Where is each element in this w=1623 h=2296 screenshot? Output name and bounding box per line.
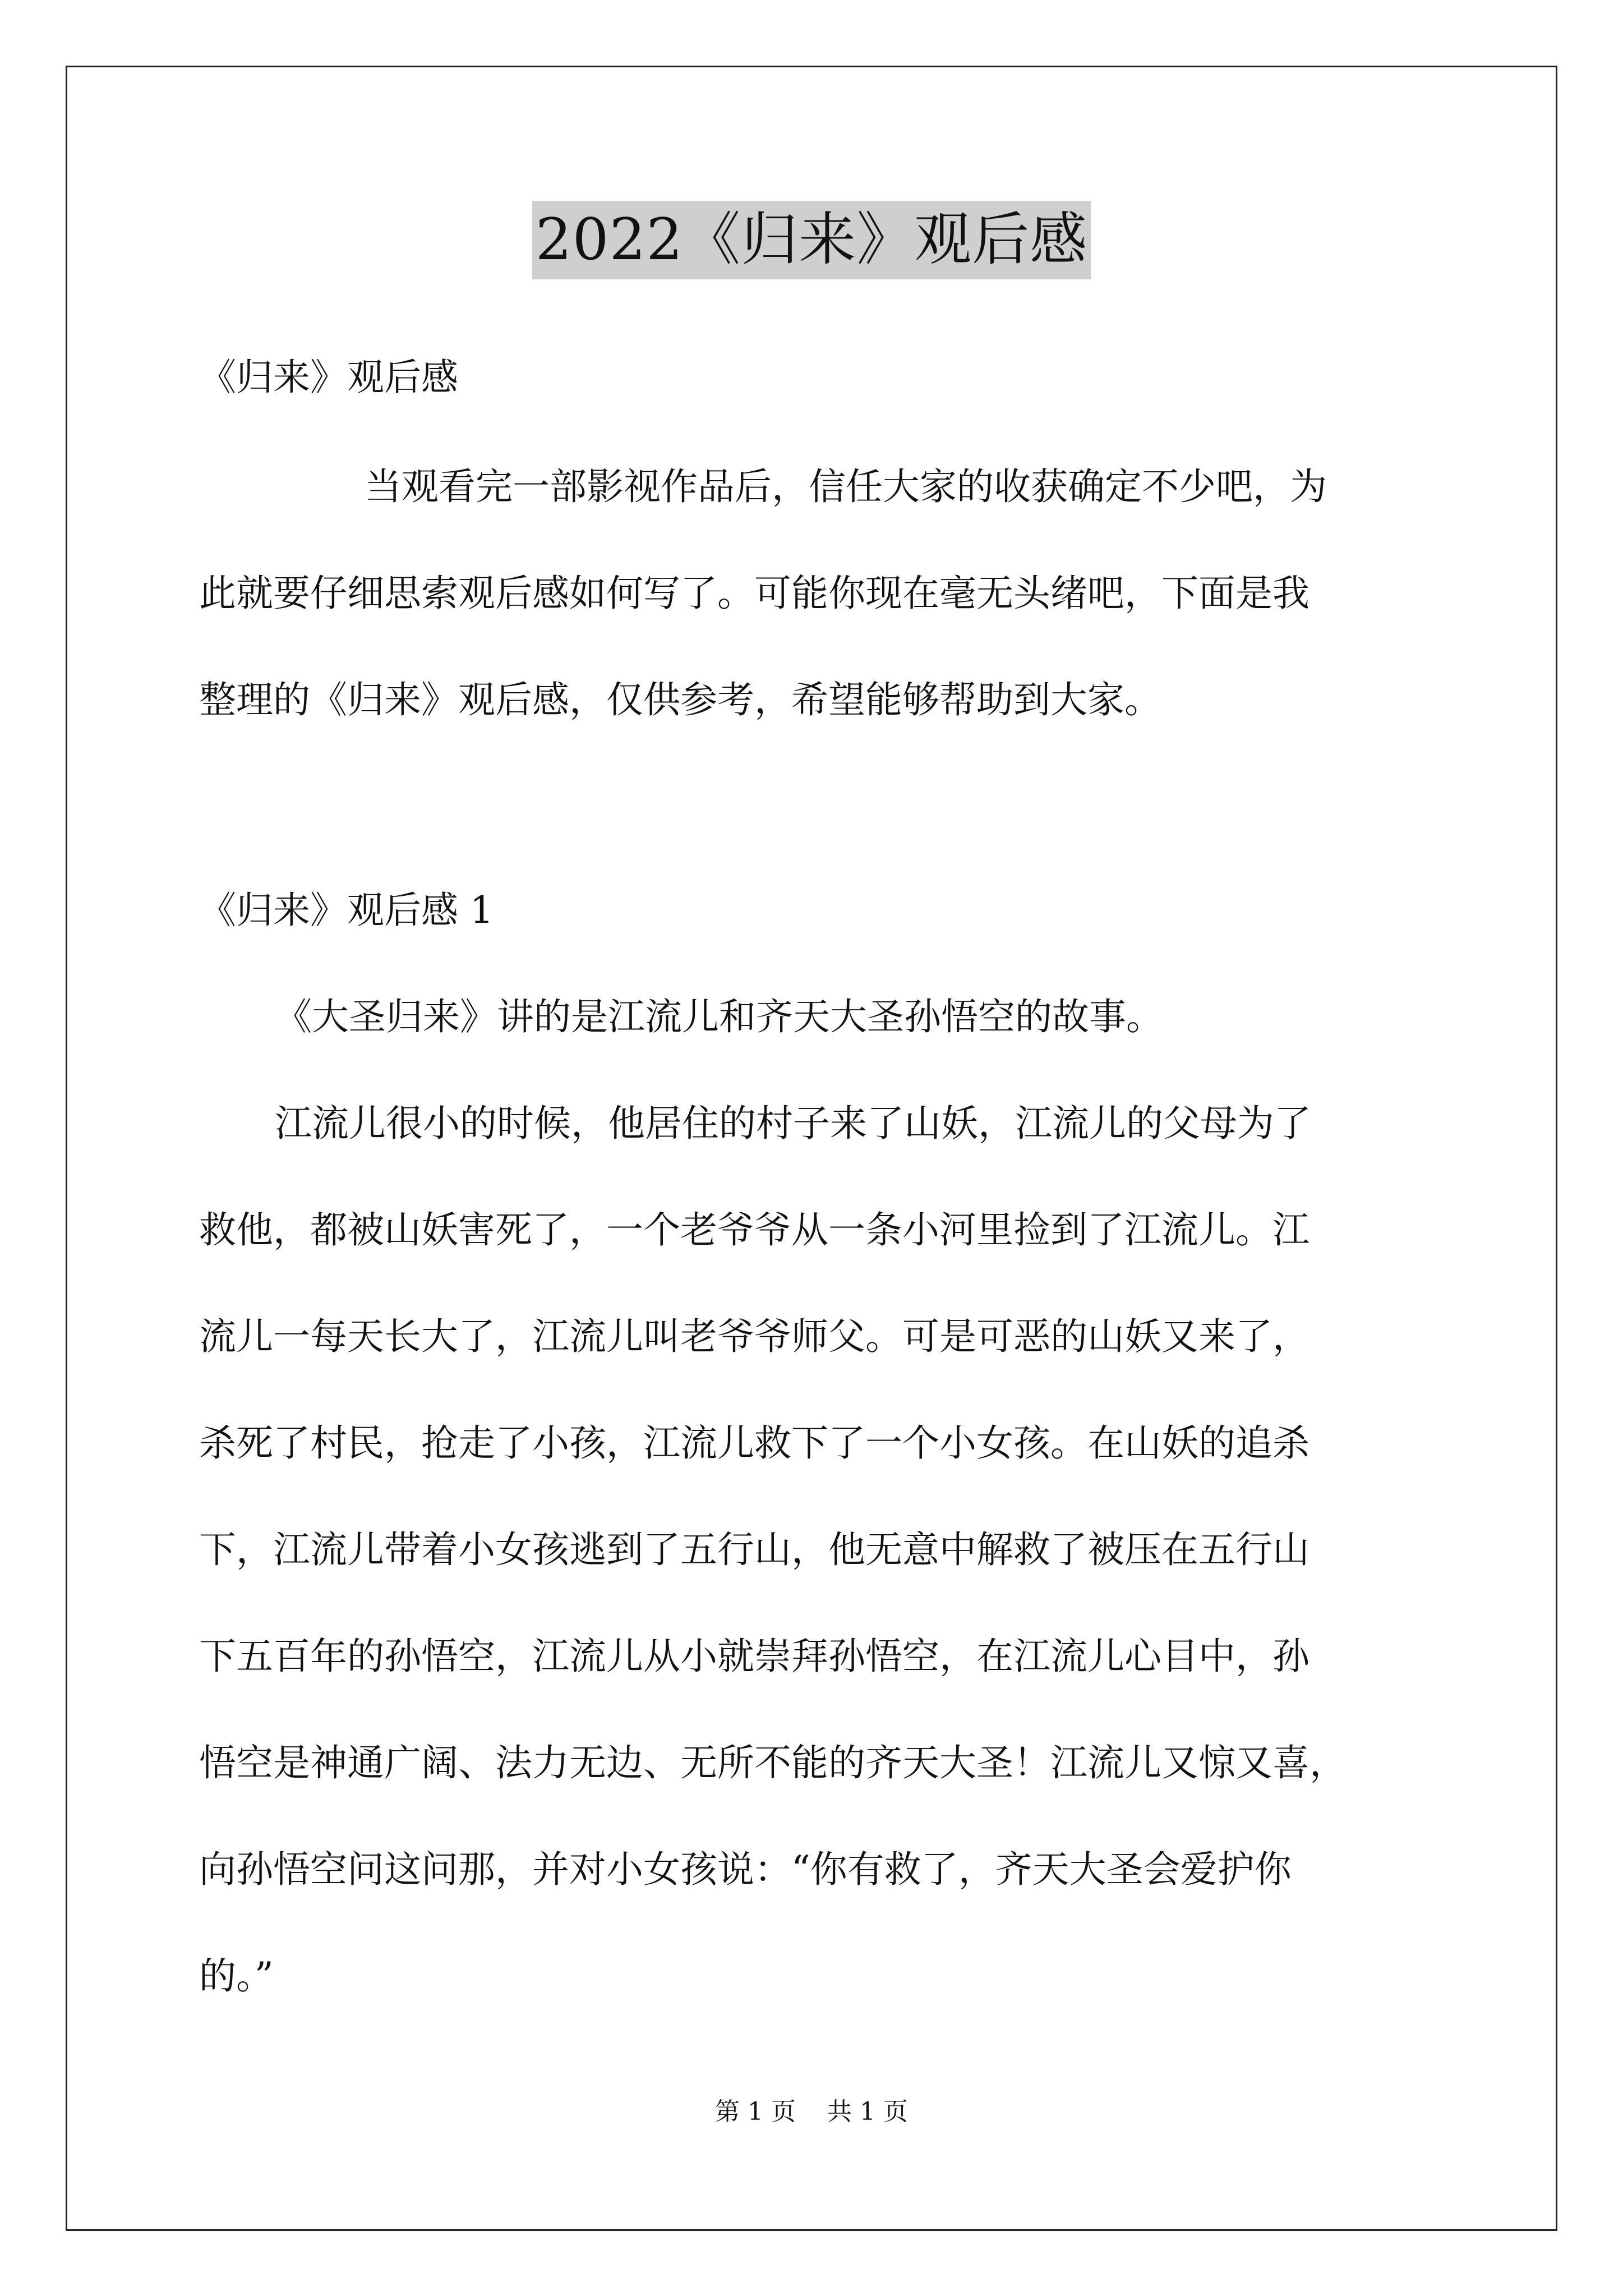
document-title: 2022《归来》观后感 [532,201,1091,279]
intro-line-3: 整理的《归来》观后感，仅供参考，希望能够帮助到大家。 [199,678,1161,721]
paragraph-2-line-5: 下，江流儿带着小女孩逃到了五行山，他无意中解救了被压在五行山 [199,1528,1310,1571]
intro-line-2: 此就要仔细思索观后感如何写了。可能你现在毫无头绪吧，下面是我 [199,572,1310,615]
paragraph-2-line-6: 下五百年的孙悟空，江流儿从小就崇拜孙悟空，在江流儿心目中，孙 [199,1635,1310,1678]
page-total: 共 1 页 [827,2097,908,2126]
paragraph-2-line-4: 杀死了村民，抢走了小孩，江流儿救下了一个小女孩。在山妖的追杀 [199,1421,1310,1465]
paragraph-2-line-3: 流儿一每天长大了，江流儿叫老爷爷师父。可是可恶的山妖又来了， [199,1315,1310,1358]
paragraph-2-line-8: 向孙悟空问这问那，并对小女孩说：“你有救了，齐天大圣会爱护你 [199,1848,1292,1891]
title-container [0,201,1623,279]
page-number: 第 1 页 [715,2097,796,2126]
page-footer [0,2095,1623,2129]
paragraph-2-line-9: 的。” [199,1954,274,1998]
paragraph-1: 《大圣归来》讲的是江流儿和齐天大圣孙悟空的故事。 [275,995,1163,1038]
paragraph-2-line-1: 江流儿很小的时候，他居住的村子来了山妖，江流儿的父母为了 [275,1102,1311,1145]
section-heading: 《归来》观后感 1 [199,889,494,932]
paragraph-2-line-7: 悟空是神通广阔、法力无边、无所不能的齐天大圣！江流儿又惊又喜， [199,1741,1347,1784]
footer-spacer [796,2097,827,2126]
intro-line-1: 当观看完一部影视作品后，信任大家的收获确定不少吧，为 [365,465,1327,508]
paragraph-2-line-2: 救他，都被山妖害死了，一个老爷爷从一条小河里捡到了江流儿。江 [199,1208,1310,1251]
subtitle: 《归来》观后感 [199,356,458,399]
